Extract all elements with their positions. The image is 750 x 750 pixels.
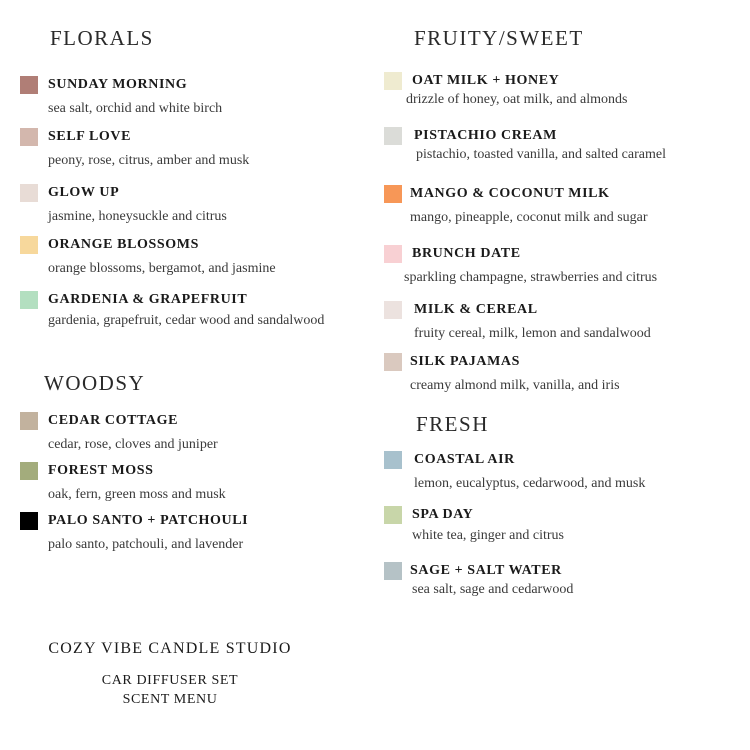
scent-name: SUNDAY MORNING	[48, 77, 188, 92]
section-title-florals: FLORALS	[50, 26, 154, 50]
scent-notes: peony, rose, citrus, amber and musk	[48, 153, 250, 168]
scent-notes: fruity cereal, milk, lemon and sandalwood	[414, 326, 651, 341]
scent-notes: orange blossoms, bergamot, and jasmine	[48, 261, 276, 276]
scent-name: PALO SANTO + PATCHOULI	[48, 513, 249, 528]
scent-notes: white tea, ginger and citrus	[412, 528, 565, 543]
scent-name: COASTAL AIR	[414, 452, 515, 467]
scent-notes: sea salt, orchid and white birch	[48, 101, 223, 116]
color-swatch	[20, 512, 38, 530]
scent-notes: drizzle of honey, oat milk, and almonds	[406, 92, 628, 107]
scent-notes: creamy almond milk, vanilla, and iris	[410, 378, 620, 393]
scent-name: BRUNCH DATE	[412, 246, 521, 261]
color-swatch	[384, 562, 402, 580]
scent-notes: palo santo, patchouli, and lavender	[48, 537, 244, 552]
scent-name: SAGE + SALT WATER	[410, 563, 562, 578]
section-title-fruity-sweet: FRUITY/SWEET	[414, 26, 584, 50]
section-title-woodsy: WOODSY	[44, 371, 146, 395]
color-swatch	[384, 245, 402, 263]
color-swatch	[384, 301, 402, 319]
scent-name: GARDENIA & GRAPEFRUIT	[48, 292, 248, 307]
studio-name: COZY VIBE CANDLE STUDIO	[48, 640, 292, 657]
color-swatch	[20, 76, 38, 94]
color-swatch	[384, 72, 402, 90]
scent-name: ORANGE BLOSSOMS	[48, 237, 199, 252]
color-swatch	[20, 236, 38, 254]
scent-name: GLOW UP	[48, 185, 120, 200]
color-swatch	[20, 184, 38, 202]
scent-notes: pistachio, toasted vanilla, and salted caramel	[416, 147, 666, 162]
scent-notes: lemon, eucalyptus, cedarwood, and musk	[414, 476, 646, 491]
scent-name: PISTACHIO CREAM	[414, 128, 557, 143]
scent-notes: cedar, rose, cloves and juniper	[48, 437, 218, 452]
scent-name: FOREST MOSS	[48, 463, 154, 478]
color-swatch	[384, 451, 402, 469]
scent-name: MANGO & COCONUT MILK	[410, 186, 610, 201]
color-swatch	[20, 128, 38, 146]
scent-notes: jasmine, honeysuckle and citrus	[48, 209, 227, 224]
scent-name: SELF LOVE	[48, 129, 132, 144]
scent-notes: mango, pineapple, coconut milk and sugar	[410, 210, 648, 225]
scent-name: SPA DAY	[412, 507, 474, 522]
color-swatch	[384, 185, 402, 203]
scent-notes: sea salt, sage and cedarwood	[412, 582, 574, 597]
section-title-fresh: FRESH	[416, 412, 489, 436]
scent-name: SILK PAJAMAS	[410, 354, 521, 369]
scent-name: CEDAR COTTAGE	[48, 413, 179, 428]
menu-subtitle-line1: CAR DIFFUSER SET	[101, 673, 239, 688]
scent-name: MILK & CEREAL	[414, 302, 538, 317]
scent-notes: gardenia, grapefruit, cedar wood and sandalwood	[48, 313, 325, 328]
menu-subtitle-line2: SCENT MENU	[122, 692, 218, 707]
scent-name: OAT MILK + HONEY	[412, 73, 560, 88]
color-swatch	[20, 462, 38, 480]
scent-notes: sparkling champagne, strawberries and citrus	[404, 270, 658, 285]
color-swatch	[384, 127, 402, 145]
scent-notes: oak, fern, green moss and musk	[48, 487, 226, 502]
color-swatch	[20, 291, 38, 309]
color-swatch	[384, 353, 402, 371]
color-swatch	[20, 412, 38, 430]
color-swatch	[384, 506, 402, 524]
